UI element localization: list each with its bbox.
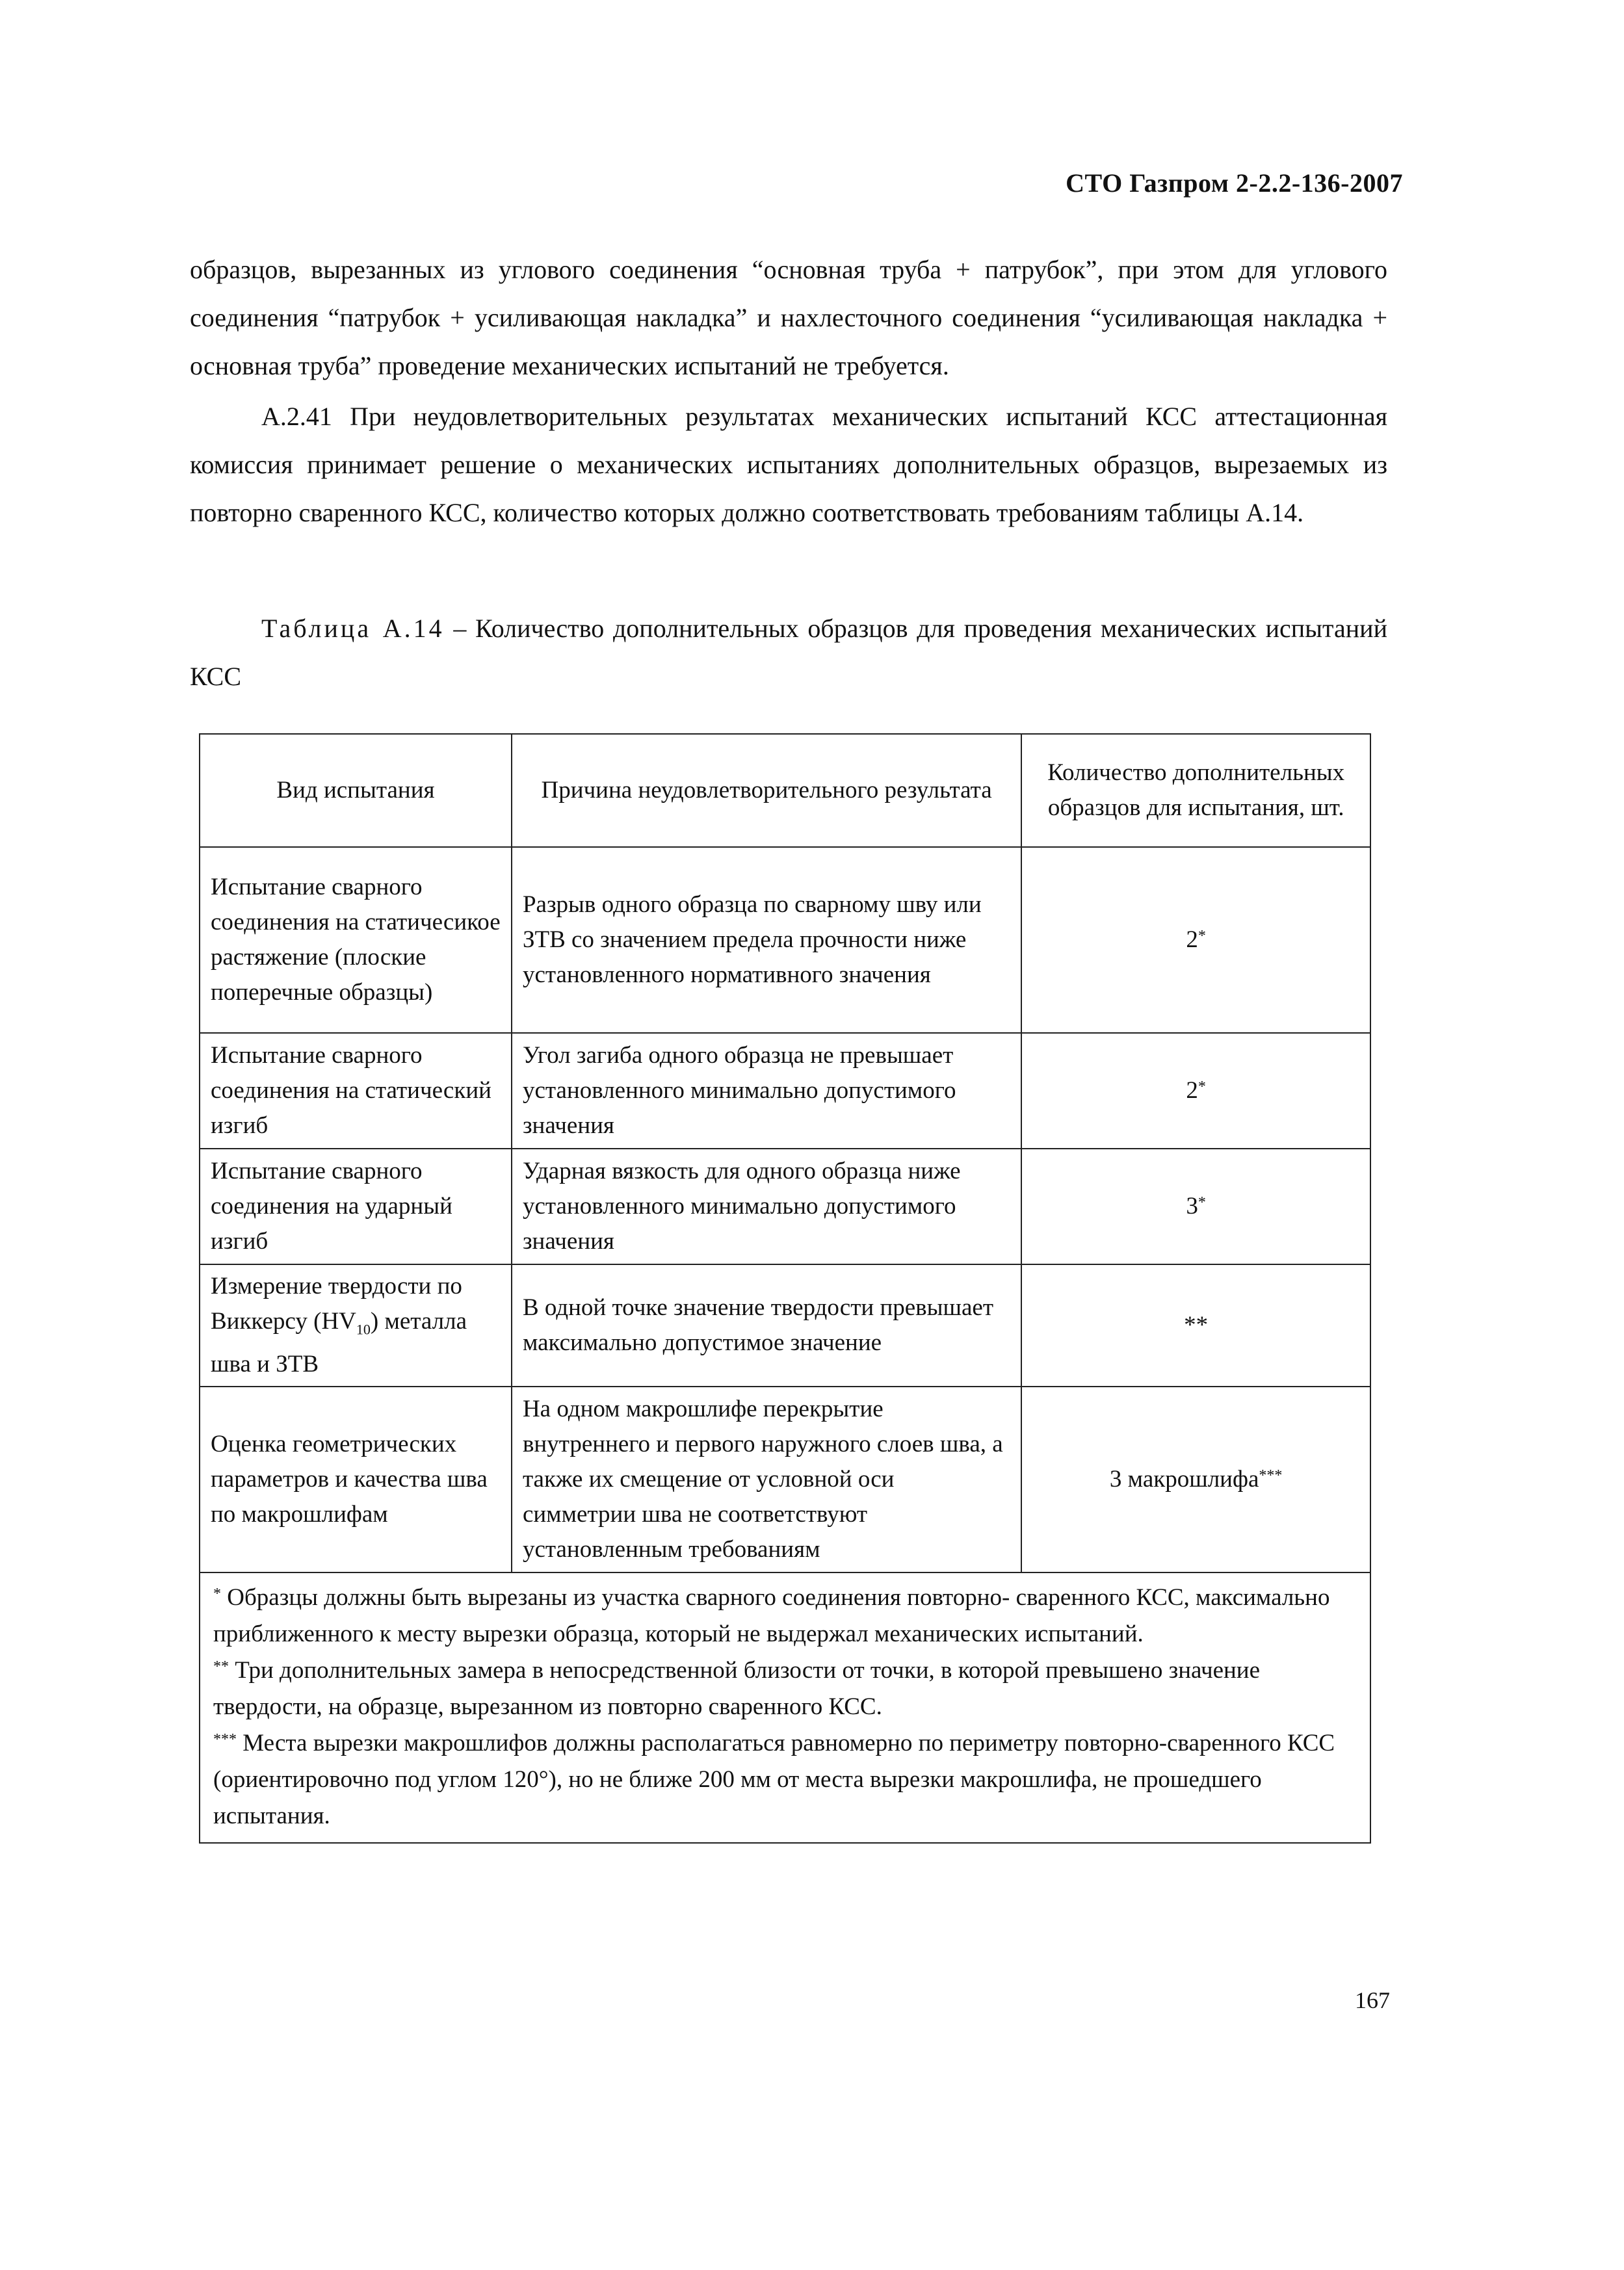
hv-subscript: 10 bbox=[356, 1321, 371, 1338]
footnote-mark: * bbox=[1198, 928, 1206, 945]
note-text: Три дополнительных замера в непосредственной близости от точки, в которой превышено значение твердости, на образце, вырезанном из повторно сваренного КСС. bbox=[213, 1657, 1261, 1721]
header-count: Количество дополнительных образцов для испытания, шт. bbox=[1021, 734, 1370, 847]
count-value: 3 bbox=[1186, 1193, 1198, 1220]
page-number: 167 bbox=[1355, 1987, 1390, 2013]
table-a14 bbox=[199, 733, 1371, 1844]
cell-test-type: Испытание сварного соединения на ударный изгиб bbox=[200, 1149, 512, 1264]
table-header-row bbox=[200, 734, 1370, 847]
cell-count bbox=[1021, 1149, 1370, 1264]
header-reason: Причина неудовлетворительного результата bbox=[512, 734, 1021, 847]
cell-reason: Угол загиба одного образца не превышает установленного минимально допустимого значения bbox=[512, 1033, 1021, 1149]
footnote-mark: ** bbox=[1184, 1312, 1209, 1339]
note-text: Образцы должны быть вырезаны из участка сварного соединения повторно- сваренного КСС, максимально приближенного к месту вырезки образца, который не выдержал механических испытаний. bbox=[213, 1584, 1330, 1648]
table-row bbox=[200, 1264, 1370, 1387]
header-test-type: Вид испытания bbox=[200, 734, 512, 847]
table-row bbox=[200, 1149, 1370, 1264]
note-item bbox=[213, 1725, 1357, 1834]
cell-reason: Разрыв одного образца по сварному шву или ЗТВ со значением предела прочности ниже установленного нормативного значения bbox=[512, 847, 1021, 1033]
count-value: 3 макрошлифа bbox=[1109, 1466, 1259, 1493]
test-type-text-a: Измерение твердости по Виккерсу (HV bbox=[211, 1273, 462, 1335]
note-text: Места вырезки макрошлифов должны располагаться равномерно по периметру повторно-сваренного КСС (ориентировочно под углом 120°), но не ближе 200 мм от места вырезки макрошлифа, не прошедшего испытания. bbox=[213, 1730, 1335, 1830]
table-notes-row bbox=[200, 1572, 1370, 1843]
table-notes bbox=[200, 1572, 1370, 1843]
document-header: СТО Газпром 2-2.2-136-2007 bbox=[1066, 168, 1403, 198]
cell-reason: На одном макрошлифе перекрытие внутреннего и первого наружного слоев шва, а также их смещение от условной оси симметрии шва не соответствуют установленным требованиям bbox=[512, 1387, 1021, 1572]
table-row bbox=[200, 1387, 1370, 1572]
cell-reason: Ударная вязкость для одного образца ниже установленного минимально допустимого значения bbox=[512, 1149, 1021, 1264]
count-value: 2 bbox=[1186, 926, 1198, 953]
paragraph-a-2-41: А.2.41 При неудовлетворительных результатах механических испытаний КСС аттестационная комиссия принимает решение о механических испытаниях дополнительных образцов, вырезаемых из повторно сваренного КСС, количество которых должно соответствовать требованиям таблицы А.14. bbox=[190, 402, 1387, 527]
note-mark: ** bbox=[213, 1658, 229, 1676]
footnote-mark: *** bbox=[1259, 1467, 1283, 1485]
table-caption-text: – Количество дополнительных образцов для проведения механических испытаний КСС bbox=[190, 614, 1387, 691]
table-row bbox=[200, 1033, 1370, 1149]
note-mark: *** bbox=[213, 1731, 237, 1749]
cell-test-type: Испытание сварного соединения на статический изгиб bbox=[200, 1033, 512, 1149]
note-mark: * bbox=[213, 1585, 221, 1603]
cell-count bbox=[1021, 847, 1370, 1033]
cell-count bbox=[1021, 1033, 1370, 1149]
note-item bbox=[213, 1652, 1357, 1725]
test-type-text-b: ) металла шва и ЗТВ bbox=[211, 1308, 467, 1378]
cell-count bbox=[1021, 1264, 1370, 1387]
paragraph-continuation: образцов, вырезанных из углового соединения “основная труба + патрубок”, при этом для углового соединения “патрубок + усиливающая накладка” и нахлесточного соединения “усиливающая накладка + основная труба” проведение механических испытаний не требуется. bbox=[190, 255, 1387, 380]
table-caption bbox=[190, 605, 1387, 701]
cell-test-type: Испытание сварного соединения на статичесикое растяжение (плоские поперечные образцы) bbox=[200, 847, 512, 1033]
note-item bbox=[213, 1580, 1357, 1652]
cell-count bbox=[1021, 1387, 1370, 1572]
count-value: 2 bbox=[1186, 1077, 1198, 1104]
footnote-mark: * bbox=[1198, 1078, 1206, 1095]
table-row bbox=[200, 847, 1370, 1033]
cell-test-type: Оценка геометрических параметров и качества шва по макрошлифам bbox=[200, 1387, 512, 1572]
table-caption-label: Таблица А.14 bbox=[261, 614, 445, 643]
cell-test-type bbox=[200, 1264, 512, 1387]
cell-reason: В одной точке значение твердости превышает максимально допустимое значение bbox=[512, 1264, 1021, 1387]
footnote-mark: * bbox=[1198, 1194, 1206, 1211]
